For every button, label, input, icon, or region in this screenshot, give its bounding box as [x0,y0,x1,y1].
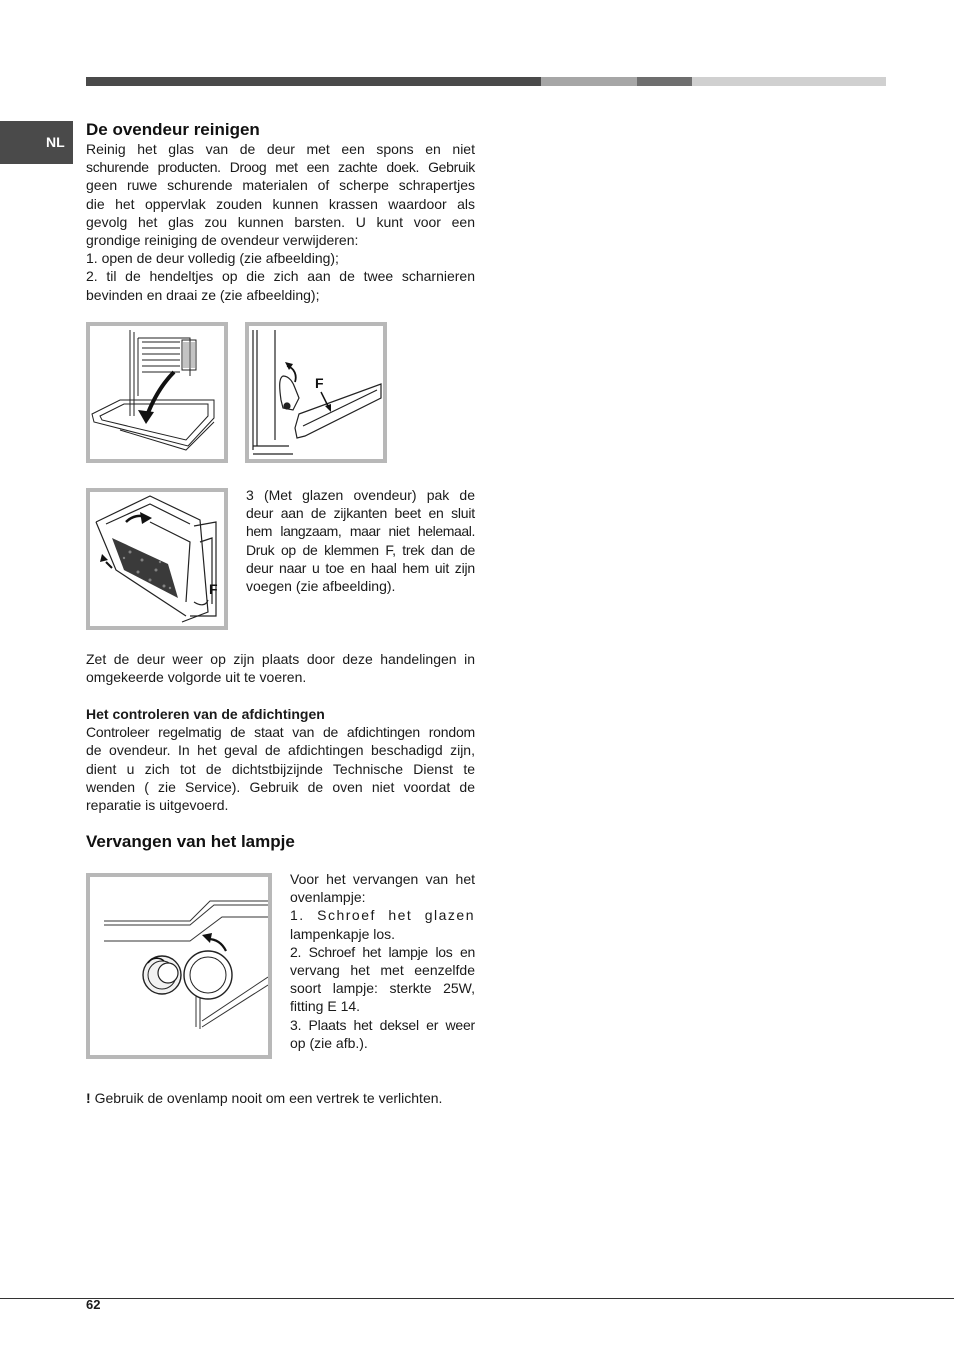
text-line: hem langzaam, maar niet helemaal. [246,523,475,540]
footer-divider [0,1298,954,1299]
text-line: 2. Schroef het lampje los en [290,943,475,960]
text-line: Reinig het glas van de deur met een spons en niet [86,141,475,157]
figure-lamp [86,873,272,1059]
reassemble-text [86,650,475,686]
seals-heading: Het controleren van de afdichtingen [86,706,325,722]
text-line: de ovendeur. In het geval de afdichtingen beschadigd zijn, [86,742,475,759]
clip-label-f: F [209,581,218,597]
section-title-door-cleaning: De ovendeur reinigen [86,120,260,139]
language-tab [0,121,73,164]
text-line: 2. til de hendeltjes op die zich aan de twee scharnieren [86,268,475,285]
text-line: fitting E 14. [290,998,361,1015]
figure-open-door [86,322,228,463]
text-line: 1. Schroef het glazen [290,907,475,924]
header-bar-segment-light [541,77,637,86]
text-line: gevolg het glas zou kunnen barsten. U kunt voor een [86,213,475,230]
language-label: NL [46,134,65,150]
text-line: wenden ( zie Service). Gebruik de oven niet voordat de [86,778,475,795]
text-line: soort lampje: sterkte 25W, [290,980,475,997]
header-bar-segment-pale [692,77,886,86]
warning-mark: ! [86,1090,91,1106]
text-line: die het oppervlak zouden kunnen krassen waardoor als [86,195,475,212]
text-line: 1. open de deur volledig (zie afbeelding); [86,250,339,267]
text-line: vervang het met eenzelfde [290,962,475,979]
text-line: omgekeerde volgorde uit te voeren. [86,669,307,686]
text-line: geen ruwe schurende materialen of scherpe schrapertjes [86,177,475,194]
warning-note [86,1089,486,1107]
lamp-illustration [90,877,268,1055]
text-line: reparatie is uitgevoerd. [86,797,229,814]
hinge-illustration [249,326,383,459]
warning-text: Gebruik de ovenlamp nooit om een vertrek te verlichten. [94,1090,443,1106]
header-bar [86,77,886,86]
header-bar-segment-mid [637,77,692,86]
text-line: 3 (Met glazen ovendeur) pak de [246,487,475,503]
figure-hinge-levers [245,322,387,463]
text-line: voegen (zie afbeelding). [246,578,396,595]
text-line: bevinden en draai ze (zie afbeelding); [86,286,320,303]
text-line: Controleer regelmatig de staat van de afdichtingen rondom [86,724,475,741]
door-removal-illustration [90,492,224,626]
text-line: op (zie afb.). [290,1034,368,1051]
seals-section [86,705,475,814]
text-line: Zet de deur weer op zijn plaats door deze handelingen in [86,651,475,667]
text-line: Druk op de klemmen F, trek dan de [246,541,475,558]
door-cleaning-text [86,140,475,304]
page-number: 62 [86,1297,101,1312]
lamp-instructions [290,870,475,1052]
text-line: schurende producten. Droog met een zachte doek. Gebruik [86,159,475,176]
open-door-illustration [90,326,224,459]
text-line: ovenlampje: [290,889,366,906]
header-bar-segment-dark [86,77,541,86]
text-line: dient u zich tot de dichtstbijzijnde Technische Dienst te [86,760,475,777]
text-line: 3. Plaats het deksel er weer [290,1016,475,1033]
figure-door-removal [86,488,228,630]
clip-label-f: F [315,375,324,391]
text-line: grondige reiniging de ovendeur verwijderen: [86,232,359,249]
step3-text [246,486,475,595]
text-line: deur naar u toe en haal hem uit zijn [246,559,475,576]
section-title-lamp: Vervangen van het lampje [86,832,295,851]
text-line: deur aan de zijkanten beet en sluit [246,505,475,522]
text-line: lampenkapje los. [290,925,396,942]
text-line: Voor het vervangen van het [290,871,475,887]
